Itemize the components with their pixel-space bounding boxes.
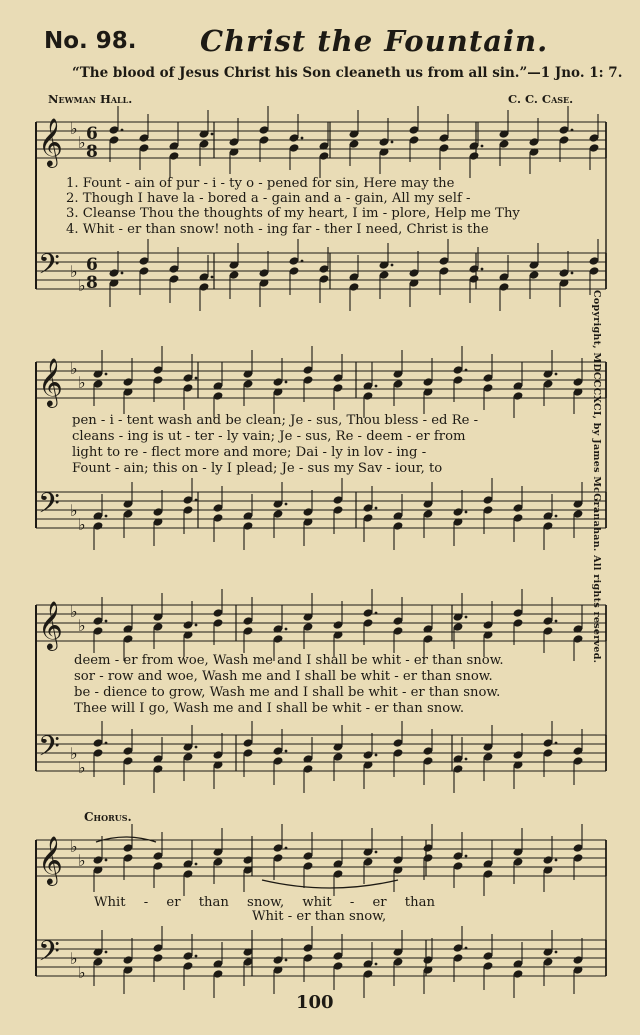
dot bbox=[375, 963, 378, 966]
dot bbox=[375, 851, 378, 854]
treble-clef-icon: 𝄞 bbox=[38, 835, 63, 884]
dot bbox=[285, 628, 288, 631]
dot bbox=[285, 847, 288, 850]
flat-icon: ♭ bbox=[70, 949, 78, 968]
time-signature-top: 6 bbox=[86, 124, 98, 144]
dot bbox=[555, 373, 558, 376]
dot bbox=[465, 758, 468, 761]
verse-1-line-2: pen - i - tent wash and be clean; Je - sus, Thou bless - ed Re - bbox=[72, 413, 479, 428]
scripture-reference: “The blood of Jesus Christ his Son cleaneth us from all sin.”—1 Jno. 1: 7. bbox=[72, 65, 623, 81]
dot bbox=[555, 515, 558, 518]
dot bbox=[195, 955, 198, 958]
dot bbox=[195, 377, 198, 380]
flat-icon: ♭ bbox=[78, 373, 86, 392]
dot bbox=[195, 499, 198, 502]
flat-icon: ♭ bbox=[70, 501, 78, 520]
verse-3-line-1: 3. Cleanse Thou the thoughts of my heart, I im - plore, Help me Thy bbox=[66, 206, 520, 221]
dot bbox=[375, 612, 378, 615]
dot bbox=[375, 754, 378, 757]
dot bbox=[105, 859, 108, 862]
verse-2-line-1: 2. Though I have la - bored a - gain and a - gain, All my self - bbox=[66, 191, 471, 206]
chorus-lyric-bass: Whit - er than snow, bbox=[252, 909, 387, 924]
chorus-label: Chorus. bbox=[84, 810, 132, 824]
flat-icon: ♭ bbox=[78, 133, 86, 152]
dot bbox=[375, 385, 378, 388]
flat-icon: ♭ bbox=[70, 744, 78, 763]
verse-4-line-1: 4. Whit - er than snow! noth - ing far - ther I need, Christ is the bbox=[66, 222, 489, 237]
chorus-lyric-soprano: Whit - er than snow, whit - er than bbox=[94, 895, 435, 910]
flat-icon: ♭ bbox=[70, 602, 78, 621]
dot bbox=[481, 145, 484, 148]
lyricist-credit: Newman Hall. bbox=[48, 92, 133, 106]
dot bbox=[555, 620, 558, 623]
dot bbox=[375, 507, 378, 510]
dot bbox=[285, 381, 288, 384]
time-signature-bottom: 8 bbox=[86, 142, 98, 162]
dot bbox=[555, 742, 558, 745]
dot bbox=[121, 272, 124, 275]
time-signature-top: 6 bbox=[86, 255, 98, 275]
dot bbox=[465, 511, 468, 514]
dot bbox=[211, 276, 214, 279]
verse-2-line-3: sor - row and woe, Wash me and I shall be whit - er than snow. bbox=[74, 669, 493, 684]
treble-clef-icon: 𝄞 bbox=[38, 117, 63, 166]
dot bbox=[105, 373, 108, 376]
composer-credit: C. C. Case. bbox=[508, 92, 574, 106]
dot bbox=[571, 129, 574, 132]
bass-clef-icon: 𝄢 bbox=[38, 487, 60, 527]
dot bbox=[211, 133, 214, 136]
verse-1-line-3: deem - er from woe, Wash me and I shall be whit - er than snow. bbox=[74, 653, 504, 668]
verse-4-line-3: Thee will I go, Wash me and I shall be whit - er than snow. bbox=[74, 701, 465, 716]
flat-icon: ♭ bbox=[78, 851, 86, 870]
flat-icon: ♭ bbox=[78, 276, 86, 295]
dot bbox=[465, 616, 468, 619]
hymn-number: No. 98. bbox=[44, 28, 137, 54]
flat-icon: ♭ bbox=[70, 119, 78, 138]
dot bbox=[481, 268, 484, 271]
dot bbox=[121, 129, 124, 132]
treble-clef-icon: 𝄞 bbox=[38, 357, 63, 406]
slur bbox=[262, 880, 398, 888]
verse-3-line-2: light to re - flect more and more; Dai - ly in lov - ing - bbox=[72, 445, 427, 460]
flat-icon: ♭ bbox=[78, 963, 86, 982]
bass-clef-icon: 𝄢 bbox=[38, 248, 60, 288]
dot bbox=[105, 620, 108, 623]
dot bbox=[301, 137, 304, 140]
dot bbox=[285, 750, 288, 753]
flat-icon: ♭ bbox=[70, 837, 78, 856]
hymn-title: Christ the Fountain. bbox=[200, 24, 549, 58]
dot bbox=[105, 742, 108, 745]
time-signature-bottom: 8 bbox=[86, 273, 98, 293]
dot bbox=[285, 503, 288, 506]
verse-3-line-3: be - dience to grow, Wash me and I shall be whit - er than snow. bbox=[74, 685, 501, 700]
flat-icon: ♭ bbox=[78, 616, 86, 635]
flat-icon: ♭ bbox=[78, 515, 86, 534]
dot bbox=[465, 855, 468, 858]
dot bbox=[391, 141, 394, 144]
flat-icon: ♭ bbox=[70, 262, 78, 281]
dot bbox=[301, 260, 304, 263]
dot bbox=[391, 264, 394, 267]
dot bbox=[195, 746, 198, 749]
dot bbox=[555, 859, 558, 862]
dot bbox=[465, 947, 468, 950]
bass-clef-icon: 𝄢 bbox=[38, 935, 60, 975]
dot bbox=[571, 272, 574, 275]
dot bbox=[285, 959, 288, 962]
flat-icon: ♭ bbox=[78, 758, 86, 777]
page-number: 100 bbox=[296, 992, 334, 1013]
treble-clef-icon: 𝄞 bbox=[38, 600, 63, 649]
dot bbox=[465, 369, 468, 372]
dot bbox=[105, 951, 108, 954]
dot bbox=[195, 863, 198, 866]
verse-1-line-1: 1. Fount - ain of pur - i - ty o - pened for sin, Here may the bbox=[66, 176, 455, 191]
dot bbox=[195, 624, 198, 627]
bass-clef-icon: 𝄢 bbox=[38, 730, 60, 770]
verse-2-line-2: cleans - ing is ut - ter - ly vain; Je - sus, Re - deem - er from bbox=[72, 429, 466, 444]
dot bbox=[555, 951, 558, 954]
dot bbox=[105, 515, 108, 518]
copyright-notice: Copyright, MDCCCXCI, by James McGranahan. All rights reserved. bbox=[591, 290, 602, 664]
flat-icon: ♭ bbox=[70, 359, 78, 378]
verse-4-line-2: Fount - ain; this on - ly I plead; Je - sus my Sav - iour, to bbox=[72, 461, 443, 476]
